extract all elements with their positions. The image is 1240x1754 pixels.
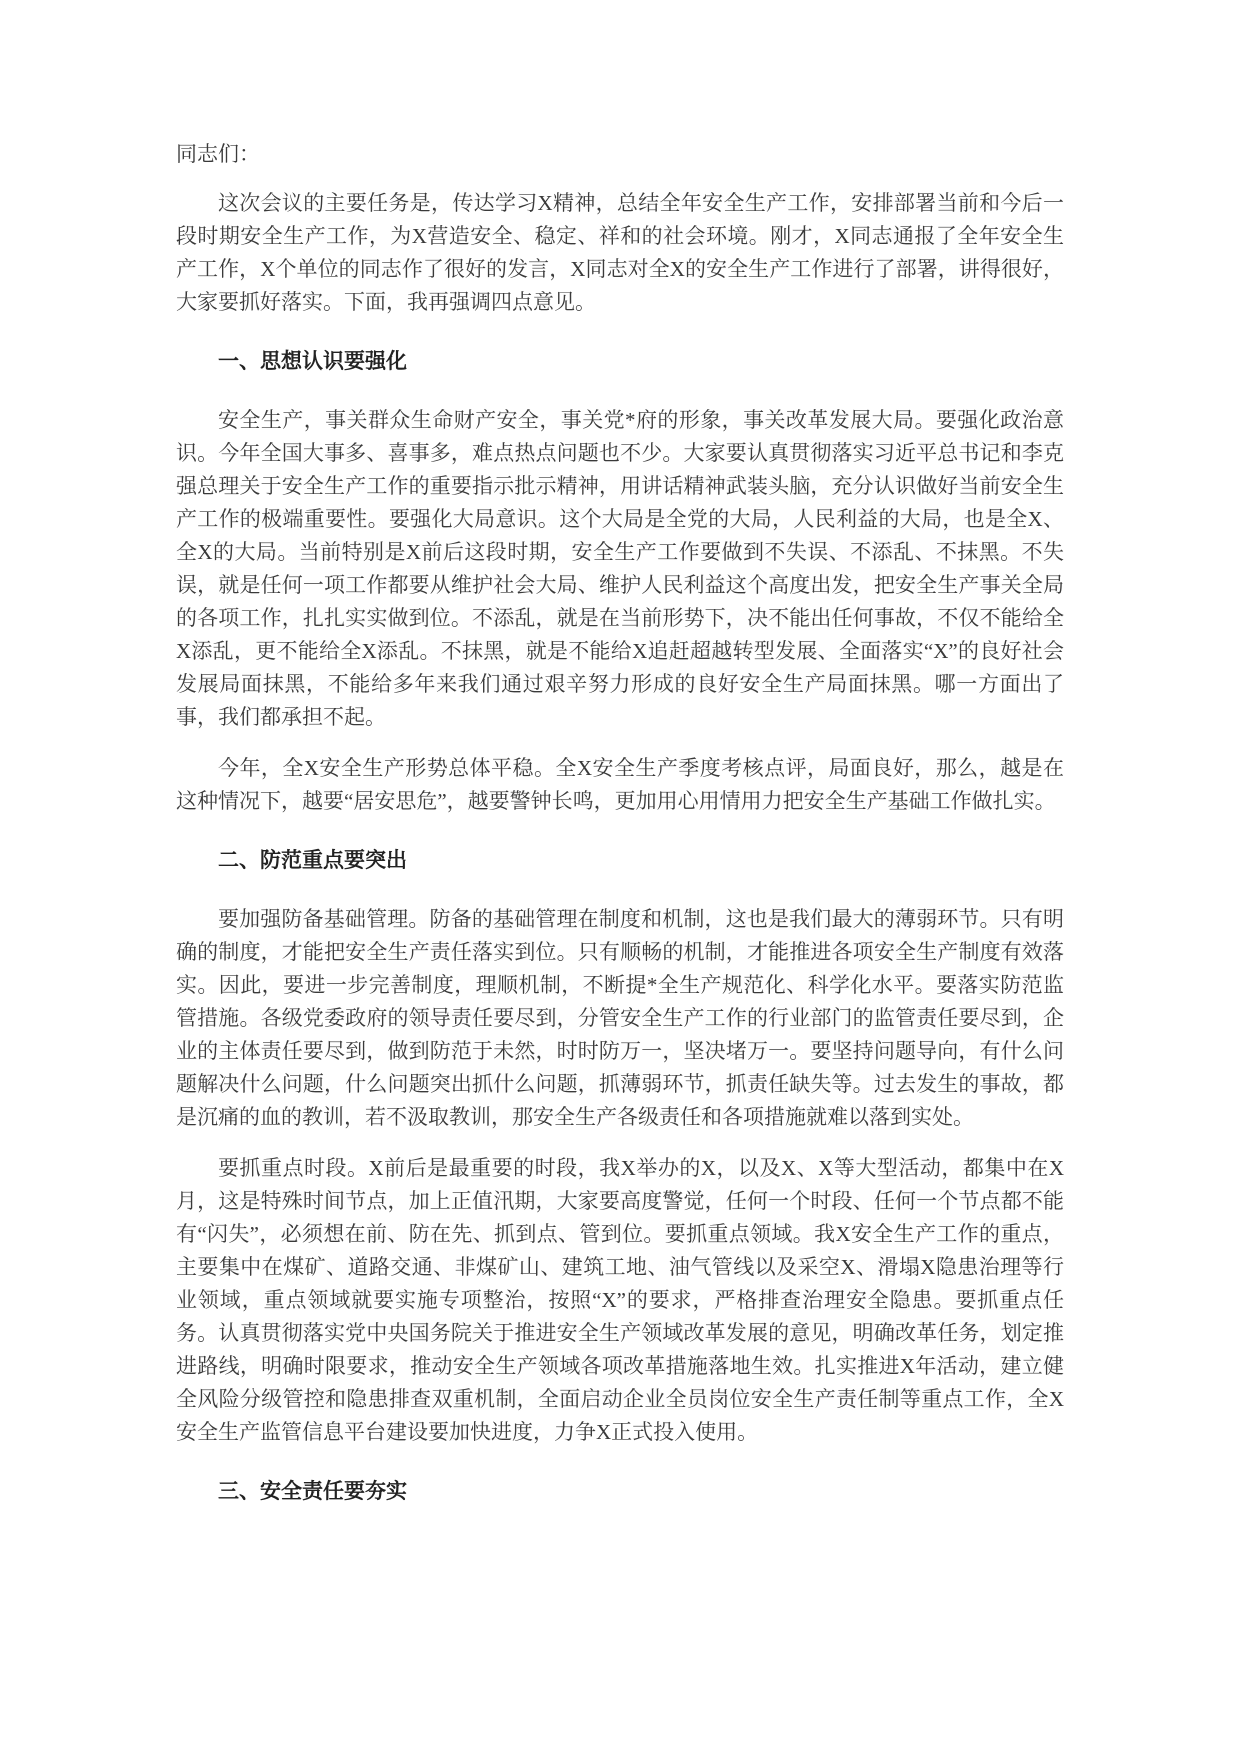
paragraph-section1-2: 今年，全X安全生产形势总体平稳。全X安全生产季度考核点评，局面良好，那么，越是在这种情况下，越要“居安思危”，越要警钟长鸣，更加用心用情用力把安全生产基础工作做扎实。: [176, 756, 1064, 813]
salutation: 同志们：: [176, 142, 260, 166]
paragraph-section1-1: 安全生产，事关群众生命财产安全，事关党*府的形象，事关改革发展大局。要强化政治意识。今年全国大事多、喜事多，难点热点问题也不少。大家要认真贯彻落实习近平总书记和李克强总理关于安全生产工作的重要指示批示精神，用讲话精神武装头脑，充分认识做好当前安全生产工作的极端重要性。要强化大局意识。这个大局是全党的大局，人民利益的大局，也是全X、全X的大局。当前特别是X前后这段时期，安全生产工作要做到不失误、不添乱、不抹黑。不失误，就是任何一项工作都要从维护社会大局、维护人民利益这个高度出发，把安全生产事关全局的各项工作，扎扎实实做到位。不添乱，就是在当前形势下，决不能出任何事故，不仅不能给全X添乱，更不能给全X添乱。不抹黑，就是不能给X追赶超越转型发展、全面落实“X”的良好社会发展局面抹黑，不能给多年来我们通过艰辛努力形成的良好安全生产局面抹黑。哪一方面出了事，我们都承担不起。: [176, 408, 1064, 729]
section-heading-1: 一、思想认识要强化: [218, 350, 407, 373]
paragraph-section2-2: 要抓重点时段。X前后是最重要的时段，我X举办的X，以及X、X等大型活动，都集中在X月，这是特殊时间节点，加上正值汛期，大家要高度警觉，任何一个时段、任何一个节点都不能有“闪失”，必须想在前、防在先、抓到点、管到位。要抓重点领域。我X安全生产工作的重点，主要集中在煤矿、道路交通、非煤矿山、建筑工地、油气管线以及采空X、滑塌X隐患治理等行业领域，重点领域就要实施专项整治，按照“X”的要求，严格排查治理安全隐患。要抓重点任务。认真贯彻落实党中央国务院关于推进安全生产领域改革发展的意见，明确改革任务，划定推进路线，明确时限要求，推动安全生产领域各项改革措施落地生效。扎实推进X年活动，建立健全风险分级管控和隐患排查双重机制，全面启动企业全员岗位安全生产责任制等重点工作，全X安全生产监管信息平台建设要加快进度，力争X正式投入使用。: [176, 1156, 1064, 1444]
section-heading-3: 三、安全责任要夯实: [218, 1480, 407, 1503]
paragraph-section2-1: 要加强防备基础管理。防备的基础管理在制度和机制，这也是我们最大的薄弱环节。只有明确的制度，才能把安全生产责任落实到位。只有顺畅的机制，才能推进各项安全生产制度有效落实。因此，要进一步完善制度，理顺机制，不断提*全生产规范化、科学化水平。要落实防范监管措施。各级党委政府的领导责任要尽到，分管安全生产工作的行业部门的监管责任要尽到，企业的主体责任要尽到，做到防范于未然，时时防万一，坚决堵万一。要坚持问题导向，有什么问题解决什么问题，什么问题突出抓什么问题，抓薄弱环节，抓责任缺失等。过去发生的事故，都是沉痛的血的教训，若不汲取教训，那安全生产各级责任和各项措施就难以落到实处。: [176, 907, 1064, 1129]
paragraph-intro: 这次会议的主要任务是，传达学习X精神，总结全年安全生产工作，安排部署当前和今后一段时期安全生产工作，为X营造安全、稳定、祥和的社会环境。刚才，X同志通报了全年安全生产工作，X个单位的同志作了很好的发言，X同志对全X的安全生产工作进行了部署，讲得很好，大家要抓好落实。下面，我再强调四点意见。: [176, 191, 1064, 314]
section-heading-2: 二、防范重点要突出: [218, 849, 407, 872]
